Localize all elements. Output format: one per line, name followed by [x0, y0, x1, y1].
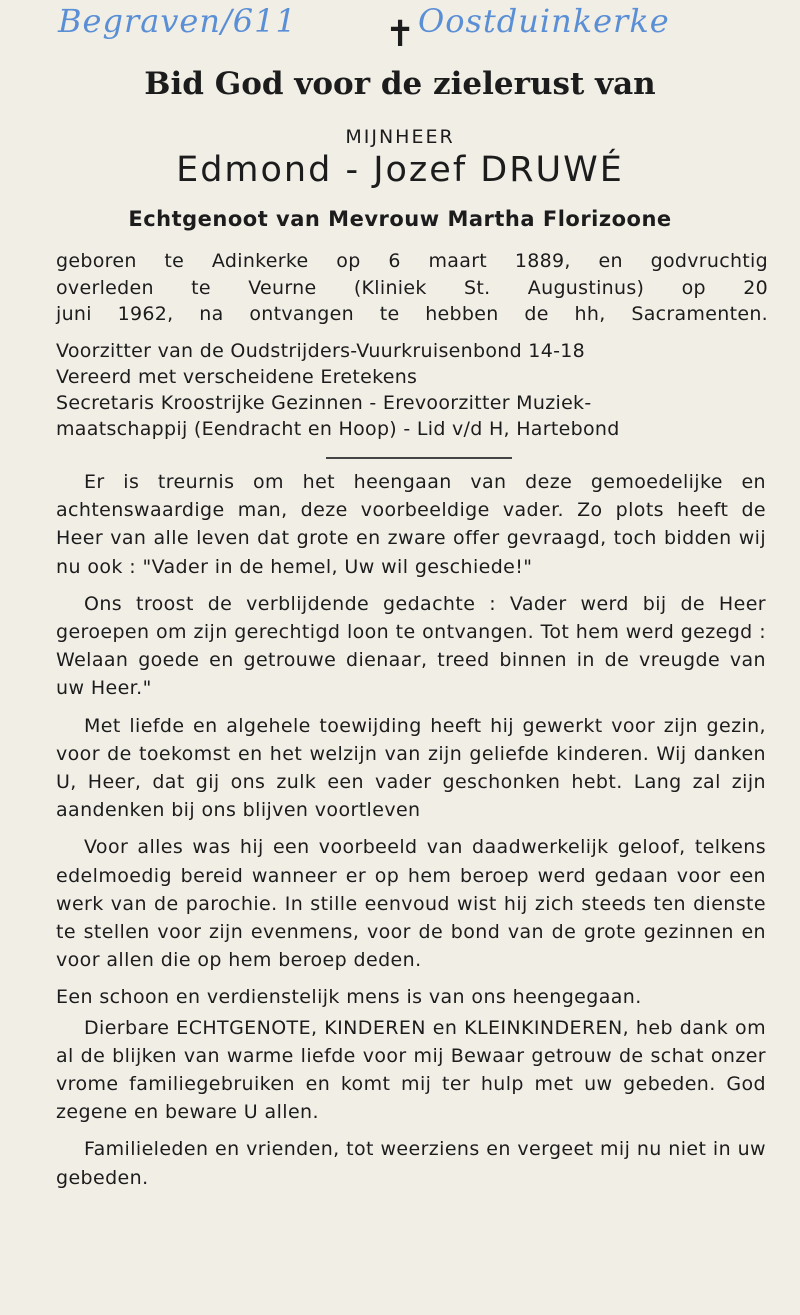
divider [326, 457, 512, 459]
roles-block [56, 338, 768, 442]
paragraph: Er is treurnis om het heengaan van deze gemoedelijke en achtenswaardige man, deze voorbeeldige vader. Zo plots heeft de Heer van alle leven dat grote en zware offer gevraagd, toch bidden wij nu ook : "Vader in de hemel, Uw wil geschiede!" [56, 471, 766, 578]
deceased-name: Edmond - Jozef DRUWÉ [176, 150, 624, 190]
cross-icon: ✝ [385, 14, 416, 55]
paragraph: Een schoon en verdienstelijk mens is van ons heengegaan. [56, 986, 642, 1009]
biography-block [56, 248, 768, 328]
bio-line: overleden te Veurne (Kliniek St. Augustinus) op 20 [56, 276, 768, 299]
paragraph: Familieleden en vrienden, tot weerziens en vergeet mij nu niet in uw gebeden. [56, 1138, 766, 1189]
handwritten-annotation-right: Oostduinkerke [418, 2, 670, 40]
paragraph: Dierbare ECHTGENOTE, KINDEREN en KLEINKINDEREN, heb dank om al de blijken van warme liefde voor mij Bewaar getrouw de schat onzer vrome familiegebruiken en komt mij ter hulp met uw gebeden. God zegene en beware U allen. [56, 1016, 766, 1124]
spouse-line: Echtgenoot van Mevrouw Martha Florizoone [128, 207, 672, 231]
role-line: Vereerd met verscheidene Eretekens [56, 366, 418, 388]
bio-line: juni 1962, na ontvangen te hebben de hh, Sacramenten. [56, 303, 768, 325]
paragraph: Voor alles was hij een voorbeeld van daadwerkelijk geloof, telkens edelmoedig bereid wanneer er op hem beroep werd gedaan voor een werk van de parochie. In stille eenvoud wist hij zich steeds ten dienste te stellen voor zijn evenmens, voor de bond van de grote gezinnen en voor allen die op hem beroep deden. [56, 836, 766, 972]
role-line: Secretaris Kroostrijke Gezinnen - Erevoorzitter Muziek- [56, 392, 592, 414]
handwritten-annotation-left: Begraven/611 [58, 2, 297, 40]
role-line: Voorzitter van de Oudstrijders-Vuurkruisenbond 14-18 [56, 340, 586, 362]
prayer-heading: Bid God voor de zielerust van [144, 66, 656, 102]
memorial-text [56, 468, 766, 1201]
honorific-title: MIJNHEER [345, 126, 455, 148]
paragraph: Met liefde en algehele toewijding heeft hij gewerkt voor zijn gezin, voor de toekomst en het welzijn van zijn geliefde kinderen. Wij danken U, Heer, dat gij ons zulk een vader geschonken hebt. Lang zal zijn aandenken bij ons blijven voortleven [56, 714, 766, 822]
paragraph: Ons troost de verblijdende gedachte : Vader werd bij de Heer geroepen om zijn gerechtigd loon te ontvangen. Tot hem werd gezegd : Welaan goede en getrouwe dienaar, treed binnen in de vreugde van uw Heer." [56, 592, 766, 700]
role-line: maatschappij (Eendracht en Hoop) - Lid v/d H, Hartebond [56, 418, 620, 440]
bio-line: geboren te Adinkerke op 6 maart 1889, en godvruchtig [56, 250, 768, 272]
